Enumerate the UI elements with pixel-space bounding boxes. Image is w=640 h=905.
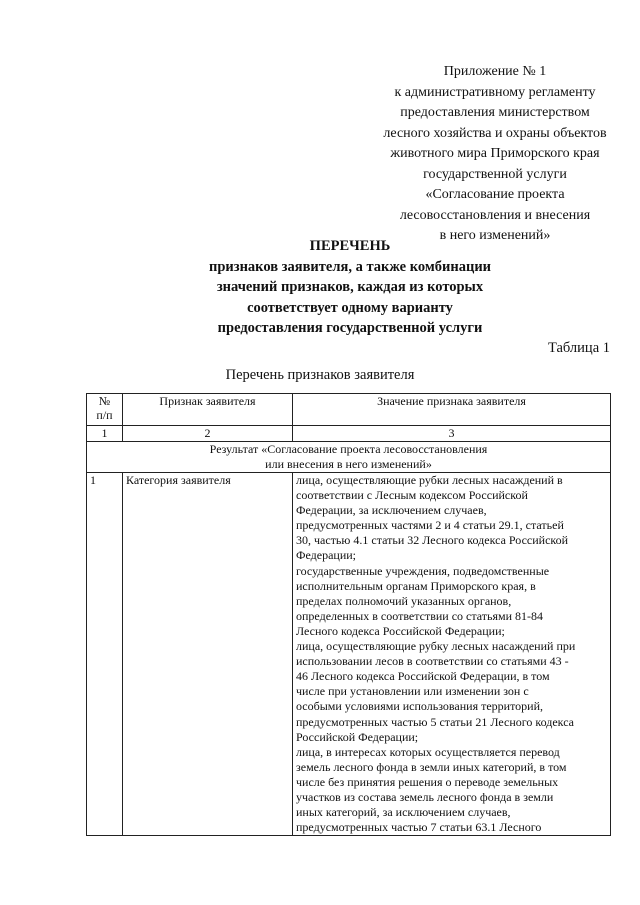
value-line: использовании лесов в соответствии со статьями 43 -: [296, 654, 569, 669]
value-line: участков из состава земель лесного фонда в земли: [296, 789, 554, 804]
table-caption: Перечень признаков заявителя: [225, 367, 415, 383]
title-line: предоставления государственной услуги: [217, 320, 483, 336]
value-line: соответствии с Лесным кодексом Российской: [296, 488, 528, 503]
group-heading-line: или внесения в него изменений»: [265, 457, 432, 471]
appendix-header: [350, 62, 640, 247]
value-line: иных категорий, за исключением случаев,: [296, 805, 511, 820]
table-row: [87, 473, 611, 836]
value-line: земель лесного фонда в земли иных категорий, в том: [296, 759, 567, 774]
appendix-line: «Согласование проекта: [425, 187, 565, 202]
row-feature: Категория заявителя: [123, 473, 293, 836]
value-line: особыми условиями использования территорий,: [296, 699, 544, 714]
value-line: государственные учреждения, подведомственные: [296, 563, 550, 578]
title-line: соответствует одному варианту: [247, 299, 453, 316]
header-value: Значение признака заявителя: [293, 394, 611, 426]
appendix-line: предоставления министерством: [400, 105, 590, 120]
value-line: 46 Лесного кодекса Российской Федерации, в том: [296, 669, 550, 684]
value-line: Федерации;: [296, 548, 357, 563]
row-number: 1: [87, 473, 123, 836]
table-number: Таблица 1: [547, 340, 610, 356]
value-line: лица, осуществляющие рубку лесных насаждений при: [296, 639, 576, 654]
value-line: предусмотренных частями 2 и 4 статьи 29.1, статьей: [296, 518, 564, 533]
appendix-line: государственной услуги: [423, 166, 567, 182]
value-line: Федерации, за исключением случаев,: [296, 503, 487, 518]
value-line: Российской Федерации;: [296, 729, 419, 744]
group-heading: [87, 442, 611, 473]
title-line: ПЕРЕЧЕНЬ: [309, 238, 391, 254]
value-line: Лесного кодекса Российской Федерации;: [296, 623, 505, 638]
value-line: 30, частью 4.1 статьи 32 Лесного кодекса Российской: [296, 533, 569, 548]
table-header-row: [87, 394, 611, 426]
value-line: предусмотренных частью 7 статьи 63.1 Лесного: [296, 820, 542, 835]
title-line: признаков заявителя, а также комбинации: [208, 258, 492, 275]
header-num: [87, 394, 123, 426]
appendix-line: в него изменений»: [439, 228, 551, 243]
appendix-line: животного мира Приморского края: [390, 146, 600, 161]
header-num-abbr: п/п: [96, 408, 113, 422]
appendix-line: лесного хозяйства и охраны объектов: [383, 125, 607, 141]
value-line: предусмотренных частью 5 статьи 21 Лесного кодекса: [296, 714, 575, 729]
appendix-line: Приложение № 1: [443, 64, 547, 79]
column-number: 3: [293, 426, 611, 442]
column-numbers-row: [87, 426, 611, 442]
value-line: числе без принятия решения о переводе земельных: [296, 774, 559, 789]
row-value: [293, 473, 611, 836]
value-line: числе при установлении или изменении зон с: [296, 684, 529, 699]
document-title: [160, 236, 540, 339]
column-number: 2: [123, 426, 293, 442]
applicant-features-table: [86, 393, 611, 836]
value-line: лица, осуществляющие рубки лесных насаждений в: [296, 473, 563, 487]
value-line: пределах полномочий указанных органов,: [296, 593, 512, 608]
column-number: 1: [87, 426, 123, 442]
header-num-symbol: №: [98, 394, 111, 408]
header-feature: Признак заявителя: [123, 394, 293, 426]
group-heading-line: Результат «Согласование проекта лесовосстановления: [209, 442, 488, 456]
appendix-line: к административному регламенту: [394, 84, 596, 100]
value-line: определенных в соответствии со статьями 81-84: [296, 608, 544, 623]
title-line: значений признаков, каждая из которых: [216, 279, 484, 295]
value-line: лица, в интересах которых осуществляется перевод: [296, 744, 560, 759]
group-row: [87, 442, 611, 473]
appendix-line: лесовосстановления и внесения: [399, 207, 591, 223]
value-line: исполнительным органам Приморского края, в: [296, 578, 536, 593]
